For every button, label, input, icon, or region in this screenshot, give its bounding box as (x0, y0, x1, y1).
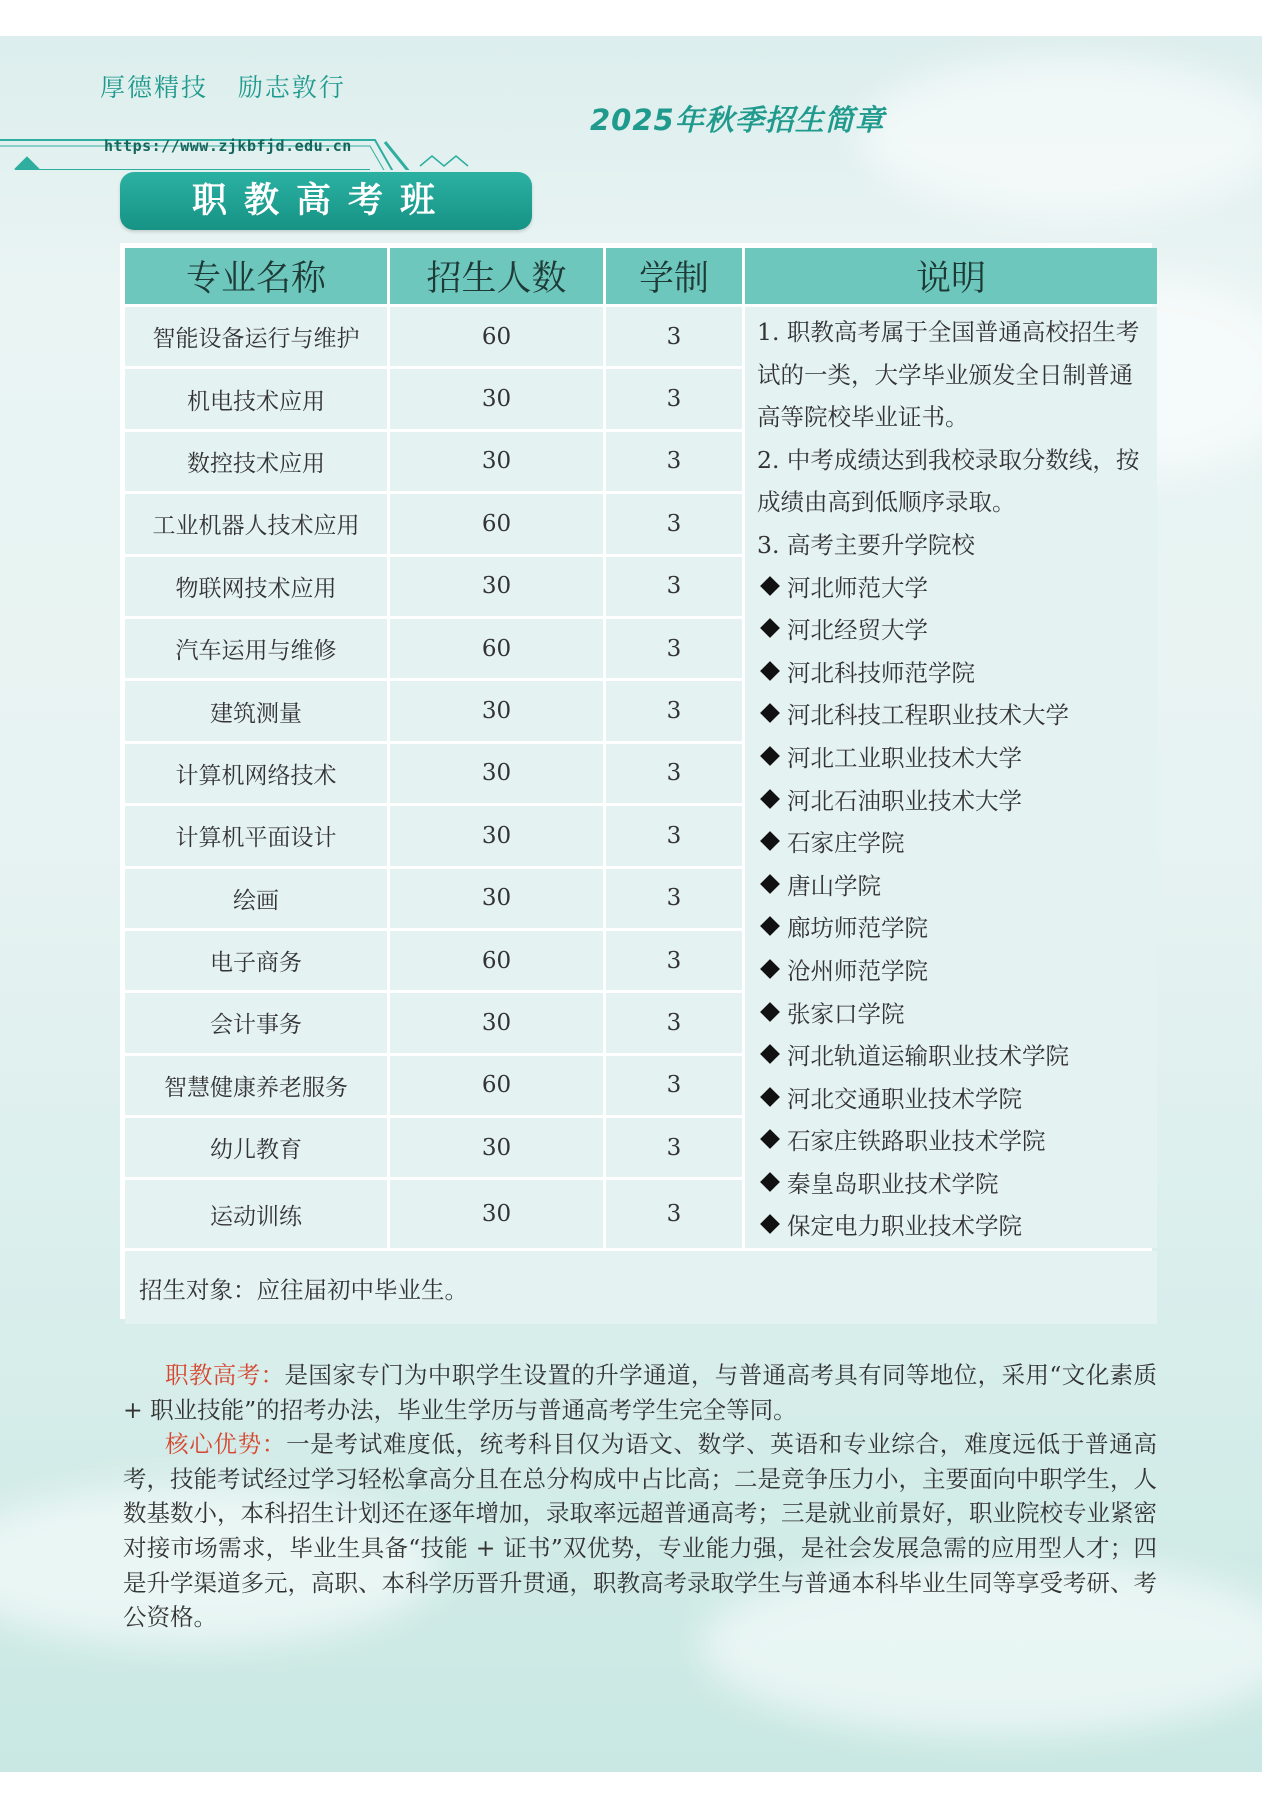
years-cell: 3 (606, 494, 742, 553)
major-cell: 计算机网络技术 (125, 744, 387, 803)
major-cell: 绘画 (125, 869, 387, 928)
major-cell: 运动训练 (125, 1180, 387, 1248)
years-cell: 3 (606, 1180, 742, 1248)
school-list-item: 石家庄铁路职业技术学院 (757, 1120, 1149, 1163)
years-cell: 3 (606, 432, 742, 491)
count-cell: 30 (390, 993, 603, 1052)
count-cell: 30 (390, 806, 603, 865)
count-cell: 60 (390, 1056, 603, 1115)
diamond-bullet-icon (760, 1215, 780, 1235)
diamond-bullet-icon (760, 789, 780, 809)
table-row (125, 307, 1157, 366)
diamond-bullet-icon (760, 661, 780, 681)
diamond-bullet-icon (760, 959, 780, 979)
diamond-bullet-icon (760, 1087, 780, 1107)
notes-section (123, 1358, 1157, 1635)
major-cell: 数控技术应用 (125, 432, 387, 491)
enrollment-table-container (120, 243, 1152, 1319)
count-cell: 30 (390, 557, 603, 616)
count-cell: 60 (390, 619, 603, 678)
table-header-row (125, 248, 1157, 304)
note-text-exam: 是国家专门为中职学生设置的升学通道，与普通高考具有同等地位，采用“文化素质 + 职业技能”的招考办法，毕业生学历与普通高考学生完全等同。 (123, 1361, 1158, 1424)
years-cell: 3 (606, 993, 742, 1052)
major-cell: 计算机平面设计 (125, 806, 387, 865)
count-cell: 30 (390, 369, 603, 428)
major-cell: 智慧健康养老服务 (125, 1056, 387, 1115)
major-cell: 汽车运用与维修 (125, 619, 387, 678)
section-title: 职教高考班 (120, 172, 532, 230)
diamond-bullet-icon (760, 1002, 780, 1022)
count-cell: 30 (390, 1180, 603, 1248)
note-paragraph-advantages (123, 1427, 1157, 1635)
school-slogan: 厚德精技 励志敦行 (100, 73, 346, 102)
school-list-item: 河北经贸大学 (757, 609, 1149, 652)
years-cell: 3 (606, 931, 742, 990)
diamond-bullet-icon (760, 1044, 780, 1064)
school-list-item: 保定电力职业技术学院 (757, 1205, 1149, 1248)
description-point-1: 1. 职教高考属于全国普通高校招生考试的一类，大学毕业颁发全日制普通高等院校毕业证书。 (757, 318, 1140, 432)
table-footer-row (125, 1251, 1157, 1324)
school-list-item: 张家口学院 (757, 993, 1149, 1036)
description-point-2: 2. 中考成绩达到我校录取分数线，按成绩由高到低顺序录取。 (757, 445, 1140, 517)
years-cell: 3 (606, 557, 742, 616)
count-cell: 30 (390, 432, 603, 491)
column-header-years: 学制 (606, 248, 742, 304)
major-cell: 电子商务 (125, 931, 387, 990)
count-cell: 30 (390, 681, 603, 740)
school-list-item: 沧州师范学院 (757, 950, 1149, 993)
column-header-count: 招生人数 (390, 248, 603, 304)
school-list-item: 石家庄学院 (757, 822, 1149, 865)
major-cell: 物联网技术应用 (125, 557, 387, 616)
years-cell: 3 (606, 1056, 742, 1115)
note-label-advantages: 核心优势： (165, 1430, 287, 1459)
school-list-item: 河北交通职业技术学院 (757, 1078, 1149, 1121)
column-header-description: 说明 (745, 248, 1157, 304)
count-cell: 60 (390, 494, 603, 553)
years-cell: 3 (606, 1118, 742, 1177)
school-list-item: 河北轨道运输职业技术学院 (757, 1035, 1149, 1078)
diamond-bullet-icon (760, 1172, 780, 1192)
diamond-bullet-icon (760, 1129, 780, 1149)
enrollment-table (122, 245, 1160, 1327)
diamond-bullet-icon (760, 916, 780, 936)
diamond-bullet-icon (760, 831, 780, 851)
diamond-bullet-icon (760, 746, 780, 766)
years-cell: 3 (606, 869, 742, 928)
major-cell: 建筑测量 (125, 681, 387, 740)
count-cell: 30 (390, 869, 603, 928)
years-cell: 3 (606, 806, 742, 865)
note-paragraph-exam (123, 1358, 1157, 1427)
diamond-bullet-icon (760, 703, 780, 723)
years-cell: 3 (606, 681, 742, 740)
school-list-item: 唐山学院 (757, 865, 1149, 908)
years-cell: 3 (606, 307, 742, 366)
major-cell: 幼儿教育 (125, 1118, 387, 1177)
school-list-item: 河北石油职业技术大学 (757, 780, 1149, 823)
major-cell: 智能设备运行与维护 (125, 307, 387, 366)
count-cell: 60 (390, 931, 603, 990)
school-list-item: 秦皇岛职业技术学院 (757, 1163, 1149, 1206)
major-cell: 工业机器人技术应用 (125, 494, 387, 553)
count-cell: 30 (390, 1118, 603, 1177)
diamond-bullet-icon (760, 576, 780, 596)
cloud-decoration (860, 56, 1262, 216)
description-point-3: 3. 高考主要升学院校 (757, 530, 975, 559)
school-list-item: 河北师范大学 (757, 567, 1149, 610)
school-list-item: 河北科技师范学院 (757, 652, 1149, 695)
years-cell: 3 (606, 369, 742, 428)
enrollment-target: 招生对象：应往届初中毕业生。 (125, 1251, 1157, 1324)
school-list-item: 廊坊师范学院 (757, 907, 1149, 950)
school-list-item: 河北工业职业技术大学 (757, 737, 1149, 780)
note-text-advantages: 一是考试难度低，统考科目仅为语文、数学、英语和专业综合，难度远低于普通高考，技能考试经过学习轻松拿高分且在总分构成中占比高；二是竞争压力小，主要面向中职学生，人数基数小，本科招生计划还在逐年增加，录取率远超普通高考；三是就业前景好，职业院校专业紧密对接市场需求，毕业生具备“技能 + 证书”双优势，专业能力强，是社会发展急需的应用型人才；四是升学渠道多元，高职、本科学历晋升贯通，职教高考录取学生与普通本科毕业生同等享受考研、考公资格。 (123, 1430, 1157, 1632)
website-url[interactable]: https://www.zjkbfjd.edu.cn (104, 137, 352, 155)
note-label-exam: 职教高考： (165, 1361, 285, 1389)
count-cell: 60 (390, 307, 603, 366)
diamond-bullet-icon (760, 874, 780, 894)
brochure-title: 2025年秋季招生简章 (590, 103, 885, 137)
column-header-major: 专业名称 (125, 248, 387, 304)
major-cell: 会计事务 (125, 993, 387, 1052)
count-cell: 30 (390, 744, 603, 803)
major-cell: 机电技术应用 (125, 369, 387, 428)
diamond-bullet-icon (760, 618, 780, 638)
school-list-item: 河北科技工程职业技术大学 (757, 694, 1149, 737)
years-cell: 3 (606, 744, 742, 803)
years-cell: 3 (606, 619, 742, 678)
description-cell (745, 307, 1157, 1248)
